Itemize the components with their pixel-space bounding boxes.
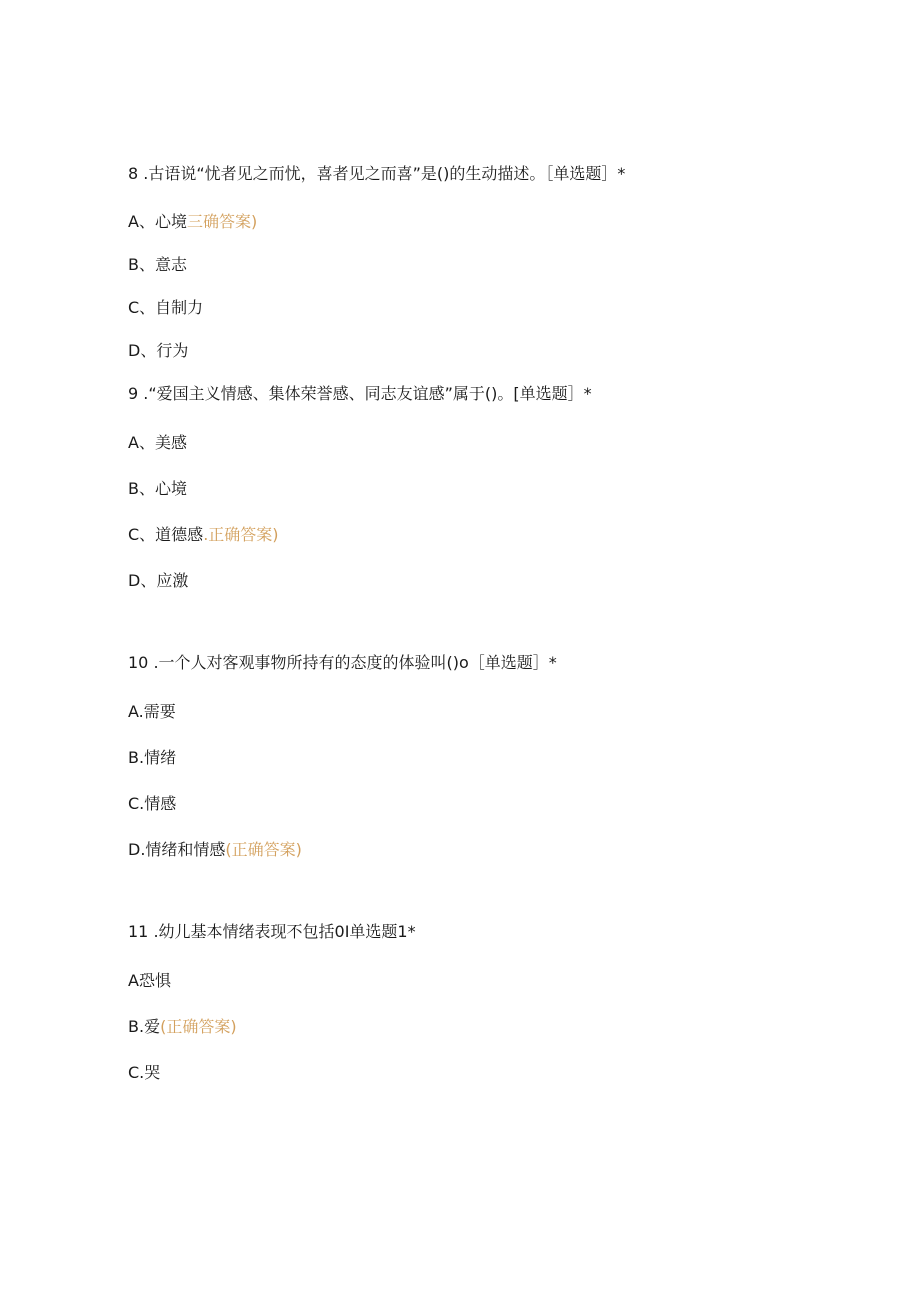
question-9-prompt: 9 .“爱国主义情感、集体荣誉感、同志友谊感”属于()。[单选题］* bbox=[128, 384, 592, 403]
option-text: C.哭 bbox=[128, 1063, 161, 1082]
option-text: B.爱 bbox=[128, 1017, 161, 1036]
question-11-option-c bbox=[128, 1063, 160, 1083]
option-text: A.需要 bbox=[128, 702, 176, 721]
option-text: A恐惧 bbox=[128, 971, 171, 990]
option-text: D、行为 bbox=[128, 341, 189, 360]
option-text: A、美感 bbox=[128, 433, 187, 452]
option-text: B、心境 bbox=[128, 479, 187, 498]
option-text: C.情感 bbox=[128, 794, 177, 813]
correct-answer-mark: (正确答案) bbox=[225, 840, 302, 859]
question-9-option-d bbox=[128, 571, 188, 591]
option-text: A、心境 bbox=[128, 212, 187, 231]
question-8-option-c bbox=[128, 298, 203, 318]
correct-answer-mark: (正确答案) bbox=[160, 1017, 237, 1036]
question-8-prompt: 8 .古语说“忧者见之而忧，喜者见之而喜”是()的生动描述。［单选题］* bbox=[128, 164, 626, 183]
question-10-prompt: 10 .一个人对客观事物所持有的态度的体验叫()o［单选题］* bbox=[128, 653, 557, 672]
question-8-option-b bbox=[128, 255, 187, 275]
question-8-option-d bbox=[128, 341, 188, 361]
correct-answer-mark: .正确答案) bbox=[203, 525, 279, 544]
question-8-option-a bbox=[128, 212, 257, 232]
option-text: D、应激 bbox=[128, 571, 189, 590]
option-text: C、道德感 bbox=[128, 525, 204, 544]
question-9-option-a bbox=[128, 433, 187, 453]
question-11-option-b bbox=[128, 1017, 237, 1037]
option-text: D.情绪和情感 bbox=[128, 840, 226, 859]
option-text: B.情绪 bbox=[128, 748, 177, 767]
question-9-option-c bbox=[128, 525, 279, 545]
question-10-option-c bbox=[128, 794, 176, 814]
question-10-option-b bbox=[128, 748, 176, 768]
question-11-prompt: 11 .幼儿基本情绪表现不包括0I单选题1* bbox=[128, 922, 416, 941]
option-text: B、意志 bbox=[128, 255, 187, 274]
question-11-option-a bbox=[128, 971, 171, 991]
question-10-option-d bbox=[128, 840, 302, 860]
option-text: C、自制力 bbox=[128, 298, 204, 317]
question-9-option-b bbox=[128, 479, 187, 499]
question-10-option-a bbox=[128, 702, 176, 722]
correct-answer-mark: 三确答案) bbox=[186, 212, 258, 231]
